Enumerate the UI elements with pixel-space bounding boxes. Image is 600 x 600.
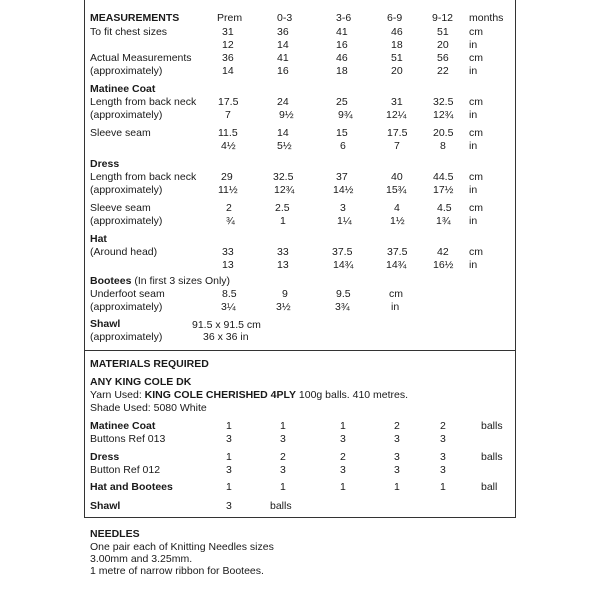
- chest-label: To fit chest sizes: [90, 26, 168, 38]
- dress-sleeve-approx-label: (approximately): [90, 215, 163, 227]
- actual-label-1: Actual Measurements: [90, 52, 192, 64]
- mat-matinee-balls-0-3: 1: [280, 420, 286, 432]
- actual-in-unit: in: [469, 65, 478, 77]
- matinee-sleeve-in-0-3: 5½: [277, 140, 292, 152]
- hat-cm-0-3: 33: [277, 246, 289, 258]
- hat-in-9-12: 16½: [433, 259, 454, 271]
- mat-hat-balls-3-6: 1: [340, 481, 346, 493]
- mat-dress-button-label: Button Ref 012: [90, 464, 161, 476]
- mat-shawl-heading: Shawl: [90, 500, 121, 512]
- bootees-heading: Bootees: [90, 275, 132, 287]
- hat-cm-9-12: 42: [437, 246, 449, 258]
- actual-in-prem: 14: [222, 65, 234, 77]
- dress-length-cm-6-9: 40: [391, 171, 403, 183]
- dress-sleeve-in-0-3: 1: [280, 215, 286, 227]
- mat-hat-balls-prem: 1: [226, 481, 232, 493]
- needles-line-3: 1 metre of narrow ribbon for Bootees.: [90, 565, 264, 577]
- matinee-length-in-prem: 7: [225, 109, 231, 121]
- dress-sleeve-cm-9-12: 4.5: [437, 202, 452, 214]
- dress-length-in-3-6: 14½: [333, 184, 354, 196]
- shawl-in: 36 x 36 in: [203, 331, 249, 343]
- bootees-in-prem: 3¼: [221, 301, 236, 313]
- bootees-cm-unit: cm: [389, 288, 403, 300]
- mat-matinee-balls-6-9: 2: [394, 420, 400, 432]
- mat-matinee-balls-3-6: 1: [340, 420, 346, 432]
- hat-in-0-3: 13: [277, 259, 289, 271]
- mat-hat-bootees-heading: Hat and Bootees: [90, 481, 173, 493]
- dress-sleeve-in-6-9: 1½: [390, 215, 405, 227]
- matinee-length-cm-6-9: 31: [391, 96, 403, 108]
- matinee-sleeve-in-unit: in: [469, 140, 478, 152]
- actual-cm-9-12: 56: [437, 52, 449, 64]
- actual-cm-prem: 36: [222, 52, 234, 64]
- hat-in-prem: 13: [222, 259, 234, 271]
- matinee-approx-label: (approximately): [90, 109, 163, 121]
- chest-in-3-6: 16: [336, 39, 348, 51]
- dress-sleeve-cm-prem: 2: [226, 202, 232, 214]
- matinee-length-label: Length from back neck: [90, 96, 197, 108]
- actual-cm-0-3: 41: [277, 52, 289, 64]
- matinee-sleeve-cm-prem: 11.5: [218, 127, 238, 139]
- hat-heading: Hat: [90, 233, 107, 245]
- frame-right-line: [515, 0, 516, 518]
- mat-dress-buttons-9-12: 3: [440, 464, 446, 476]
- hat-in-unit: in: [469, 259, 478, 271]
- matinee-length-cm-prem: 17.5: [218, 96, 239, 108]
- yarn-used-suffix: 100g balls. 410 metres.: [295, 389, 409, 401]
- hat-cm-6-9: 37.5: [387, 246, 408, 258]
- mat-dress-buttons-0-3: 3: [280, 464, 286, 476]
- matinee-length-cm-0-3: 24: [277, 96, 289, 108]
- mat-dress-buttons-prem: 3: [226, 464, 232, 476]
- chest-cm-unit: cm: [469, 26, 483, 38]
- dress-length-cm-9-12: 44.5: [433, 171, 454, 183]
- chest-in-0-3: 14: [277, 39, 289, 51]
- matinee-length-in-unit: in: [469, 109, 478, 121]
- size-3-6: 3-6: [336, 12, 352, 24]
- matinee-sleeve-in-prem: 4½: [221, 140, 236, 152]
- dress-length-in-unit: in: [469, 184, 478, 196]
- chest-cm-3-6: 41: [336, 26, 348, 38]
- bootees-label: Underfoot seam: [90, 288, 165, 300]
- chest-in-9-12: 20: [437, 39, 449, 51]
- dress-approx-label: (approximately): [90, 184, 163, 196]
- chest-cm-prem: 31: [222, 26, 234, 38]
- matinee-sleeve-label: Sleeve seam: [90, 127, 151, 139]
- hat-in-3-6: 14¾: [333, 259, 354, 271]
- shawl-approx-label: (approximately): [90, 331, 163, 343]
- mat-shawl-balls: 3: [226, 500, 232, 512]
- chest-cm-6-9: 46: [391, 26, 403, 38]
- size-unit: months: [469, 12, 504, 24]
- size-0-3: 0-3: [277, 12, 293, 24]
- dress-sleeve-cm-3-6: 3: [340, 202, 346, 214]
- chest-cm-0-3: 36: [277, 26, 289, 38]
- mat-hat-balls-0-3: 1: [280, 481, 286, 493]
- dress-length-in-6-9: 15¾: [386, 184, 407, 196]
- mat-matinee-buttons-9-12: 3: [440, 433, 446, 445]
- bootees-approx-label: (approximately): [90, 301, 163, 313]
- mat-matinee-buttons-0-3: 3: [280, 433, 286, 445]
- mat-matinee-balls-9-12: 2: [440, 420, 446, 432]
- dress-sleeve-in-unit: in: [469, 215, 478, 227]
- matinee-sleeve-cm-3-6: 15: [336, 127, 348, 139]
- frame-bottom-line: [84, 517, 516, 518]
- bootees-note: (In first 3 sizes Only): [134, 275, 231, 287]
- mat-dress-buttons-3-6: 3: [340, 464, 346, 476]
- mat-matinee-balls-prem: 1: [226, 420, 232, 432]
- yarn-used-name: KING COLE CHERISHED 4PLY: [144, 389, 296, 401]
- dress-length-in-0-3: 12¾: [274, 184, 295, 196]
- mat-dress-balls-unit: balls: [481, 451, 503, 463]
- mat-dress-balls-prem: 1: [226, 451, 232, 463]
- bootees-cm-0-3: 9: [282, 288, 288, 300]
- size-6-9: 6-9: [387, 12, 403, 24]
- bootees-in-unit: in: [391, 301, 400, 313]
- hat-label: (Around head): [90, 246, 158, 258]
- chest-in-unit: in: [469, 39, 478, 51]
- size-prem: Prem: [217, 12, 243, 24]
- dress-length-cm-prem: 29: [221, 171, 233, 183]
- yarn-used-line: [90, 389, 408, 401]
- mat-hat-balls-6-9: 1: [394, 481, 400, 493]
- dress-length-label: Length from back neck: [90, 171, 197, 183]
- size-9-12: 9-12: [432, 12, 454, 24]
- dress-length-in-9-12: 17½: [433, 184, 454, 196]
- mat-dress-balls-9-12: 3: [440, 451, 446, 463]
- dress-sleeve-cm-unit: cm: [469, 202, 483, 214]
- mat-dress-balls-6-9: 3: [394, 451, 400, 463]
- mat-dress-balls-3-6: 2: [340, 451, 346, 463]
- hat-cm-3-6: 37.5: [332, 246, 353, 258]
- mat-matinee-balls-unit: balls: [481, 420, 503, 432]
- needles-line-2: 3.00mm and 3.25mm.: [90, 553, 193, 565]
- actual-in-3-6: 18: [336, 65, 348, 77]
- needles-heading: NEEDLES: [90, 528, 140, 540]
- hat-cm-prem: 33: [222, 246, 234, 258]
- matinee-sleeve-cm-unit: cm: [469, 127, 483, 139]
- matinee-sleeve-in-9-12: 8: [440, 140, 446, 152]
- frame-left-line: [84, 0, 85, 518]
- dress-sleeve-in-prem: ¾: [226, 215, 235, 227]
- dress-sleeve-label: Sleeve seam: [90, 202, 151, 214]
- dress-sleeve-in-3-6: 1¼: [337, 215, 352, 227]
- dress-length-in-prem: 11½: [218, 184, 238, 196]
- matinee-length-cm-unit: cm: [469, 96, 483, 108]
- dress-heading: Dress: [90, 158, 120, 170]
- hat-in-6-9: 14¾: [386, 259, 407, 271]
- measurements-heading: MEASUREMENTS: [90, 12, 180, 24]
- matinee-sleeve-in-3-6: 6: [340, 140, 346, 152]
- dress-sleeve-in-9-12: 1¾: [436, 215, 451, 227]
- actual-in-0-3: 16: [277, 65, 289, 77]
- actual-cm-3-6: 46: [336, 52, 348, 64]
- matinee-sleeve-in-6-9: 7: [394, 140, 400, 152]
- shawl-heading: Shawl: [90, 318, 121, 330]
- matinee-sleeve-cm-9-12: 20.5: [433, 127, 454, 139]
- matinee-heading: Matinee Coat: [90, 83, 156, 95]
- bootees-cm-prem: 8.5: [222, 288, 237, 300]
- chest-in-6-9: 18: [391, 39, 403, 51]
- dress-sleeve-cm-0-3: 2.5: [275, 202, 290, 214]
- matinee-length-in-3-6: 9¾: [338, 109, 353, 121]
- actual-in-9-12: 22: [437, 65, 449, 77]
- shade-line: Shade Used: 5080 White: [90, 402, 207, 414]
- shawl-cm: 91.5 x 91.5 cm: [192, 319, 261, 331]
- matinee-length-in-6-9: 12¼: [386, 109, 407, 121]
- matinee-length-in-0-3: 9½: [279, 109, 294, 121]
- bootees-cm-3-6: 9.5: [336, 288, 351, 300]
- bootees-in-0-3: 3½: [276, 301, 291, 313]
- hat-cm-unit: cm: [469, 246, 483, 258]
- mat-hat-balls-unit: ball: [481, 481, 498, 493]
- mat-matinee-buttons-prem: 3: [226, 433, 232, 445]
- dress-length-cm-0-3: 32.5: [273, 171, 294, 183]
- matinee-sleeve-cm-6-9: 17.5: [387, 127, 408, 139]
- mat-matinee-buttons-6-9: 3: [394, 433, 400, 445]
- matinee-sleeve-cm-0-3: 14: [277, 127, 289, 139]
- materials-heading: MATERIALS REQUIRED: [90, 358, 209, 370]
- dress-length-cm-unit: cm: [469, 171, 483, 183]
- needles-line-1: One pair each of Knitting Needles sizes: [90, 541, 274, 553]
- actual-cm-6-9: 51: [391, 52, 403, 64]
- mat-dress-balls-0-3: 2: [280, 451, 286, 463]
- mat-dress-buttons-6-9: 3: [394, 464, 400, 476]
- matinee-length-cm-3-6: 25: [336, 96, 348, 108]
- chest-in-prem: 12: [222, 39, 234, 51]
- yarn-heading: ANY KING COLE DK: [90, 376, 192, 388]
- mat-hat-balls-9-12: 1: [440, 481, 446, 493]
- mat-matinee-buttons-3-6: 3: [340, 433, 346, 445]
- mat-shawl-unit: balls: [270, 500, 292, 512]
- bootees-in-3-6: 3¾: [335, 301, 350, 313]
- mat-matinee-heading: Matinee Coat: [90, 420, 156, 432]
- actual-in-6-9: 20: [391, 65, 403, 77]
- actual-cm-unit: cm: [469, 52, 483, 64]
- bootees-heading-row: [90, 275, 230, 287]
- section-divider: [84, 350, 516, 351]
- mat-matinee-buttons-label: Buttons Ref 013: [90, 433, 166, 445]
- mat-dress-heading: Dress: [90, 451, 120, 463]
- dress-length-cm-3-6: 37: [336, 171, 348, 183]
- actual-label-2: (approximately): [90, 65, 163, 77]
- yarn-used-prefix: Yarn Used:: [90, 389, 145, 401]
- chest-cm-9-12: 51: [437, 26, 449, 38]
- matinee-length-cm-9-12: 32.5: [433, 96, 454, 108]
- matinee-length-in-9-12: 12¾: [433, 109, 454, 121]
- dress-sleeve-cm-6-9: 4: [394, 202, 400, 214]
